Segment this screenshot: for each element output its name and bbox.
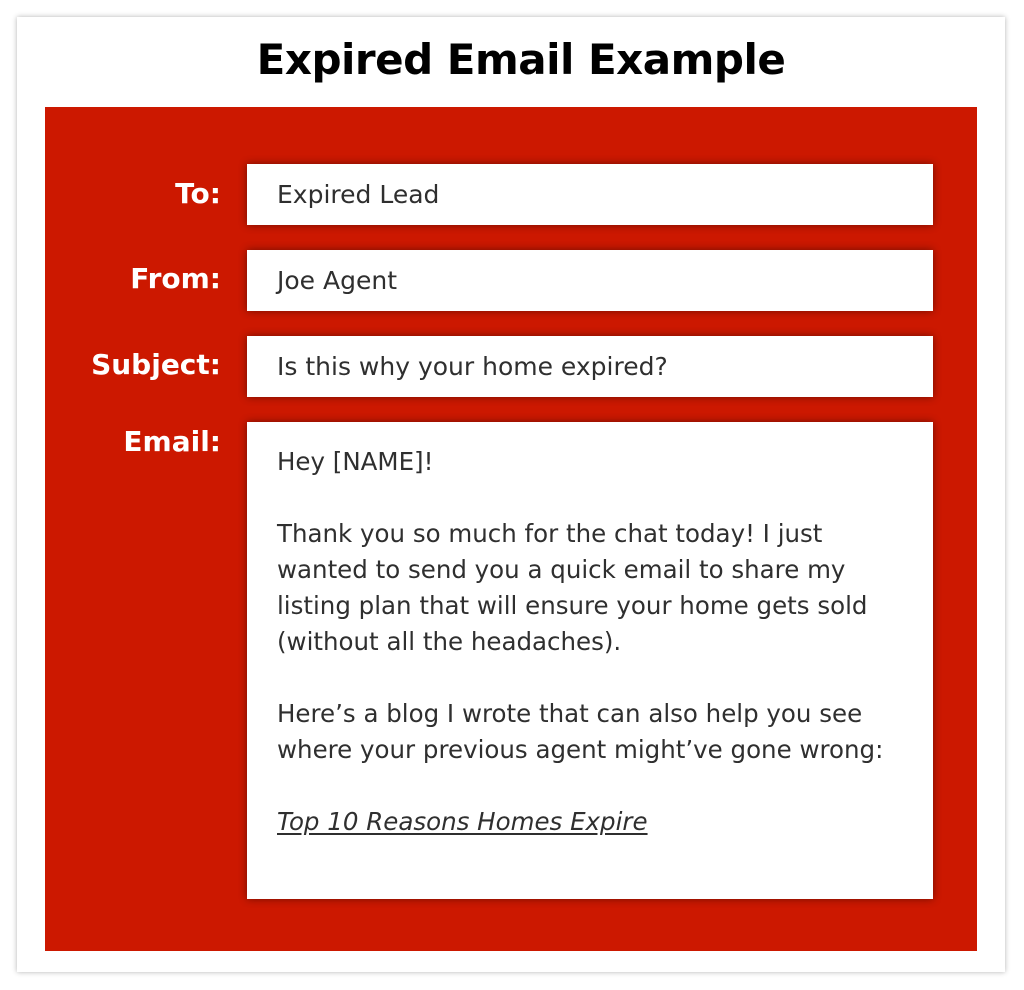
from-field: Joe Agent [247,250,933,311]
email-greeting: Hey [NAME]! [277,447,434,476]
to-label: To: [175,177,221,210]
email-paragraph-2: Here’s a blog I wrote that can also help you see where your previous agent might’ve gone wrong: [277,699,884,764]
blog-link[interactable]: Top 10 Reasons Homes Expire [277,807,648,836]
to-field: Expired Lead [247,164,933,225]
email-body [247,422,933,899]
subject-label: Subject: [91,348,221,381]
from-label: From: [130,262,221,295]
email-panel [45,107,977,951]
email-paragraph-1: Thank you so much for the chat today! I just wanted to send you a quick email to share my listing plan that will ensure your home gets sold (without all the headaches). [277,519,868,656]
email-label: Email: [123,425,221,458]
email-link-line [277,804,911,840]
subject-field: Is this why your home expired? [247,336,933,397]
page-title: Expired Email Example [256,35,786,84]
